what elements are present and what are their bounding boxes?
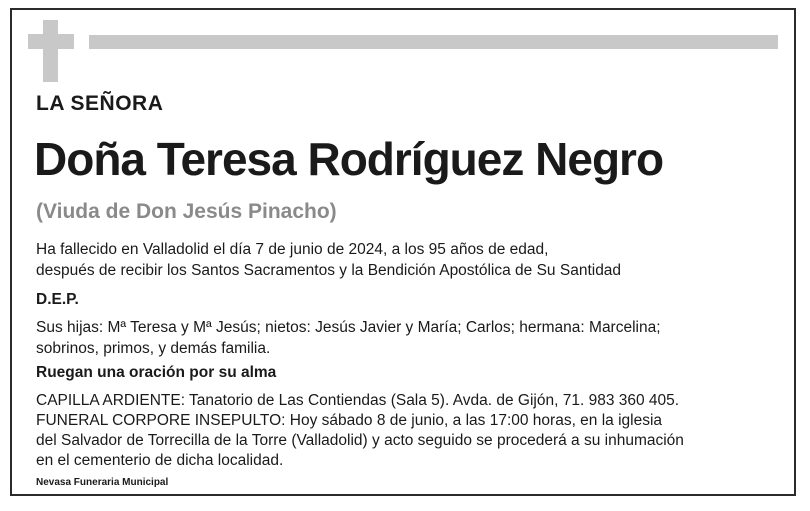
- funeral-home-credit: Nevasa Funeraria Municipal: [36, 477, 169, 488]
- dep-label: D.E.P.: [36, 291, 79, 308]
- death-line-1: Ha fallecido en Valladolid el día 7 de junio de 2024, a los 95 años de edad,: [36, 241, 549, 258]
- deceased-name: Doña Teresa Rodríguez Negro: [34, 133, 664, 185]
- header-decorative-bar: [89, 35, 778, 49]
- service-line-1: CAPILLA ARDIENTE: Tanatorio de Las Contiendas (Sala 5). Avda. de Gijón, 71. 983 360 405.: [36, 392, 680, 409]
- cross-horizontal-bar: [28, 34, 74, 49]
- title-label: LA SEÑORA: [36, 92, 164, 115]
- family-line-2: sobrinos, primos, y demás familia.: [36, 340, 271, 357]
- widow-subtitle: (Viuda de Don Jesús Pinacho): [36, 200, 337, 223]
- prayer-line: Ruegan una oración por su alma: [36, 364, 277, 381]
- service-line-4: en el cementerio de dicha localidad.: [36, 452, 284, 469]
- service-line-2: FUNERAL CORPORE INSEPULTO: Hoy sábado 8 de junio, a las 17:00 horas, en la iglesia: [36, 412, 663, 429]
- family-line-1: Sus hijas: Mª Teresa y Mª Jesús; nietos: Jesús Javier y María; Carlos; hermana: Marcelina;: [36, 319, 661, 336]
- service-line-3: del Salvador de Torrecilla de la Torre (Valladolid) y acto seguido se procederá a su inhumación: [36, 432, 684, 449]
- cross-vertical-bar: [43, 20, 58, 82]
- death-line-2: después de recibir los Santos Sacramentos y la Bendición Apostólica de Su Santidad: [36, 262, 622, 279]
